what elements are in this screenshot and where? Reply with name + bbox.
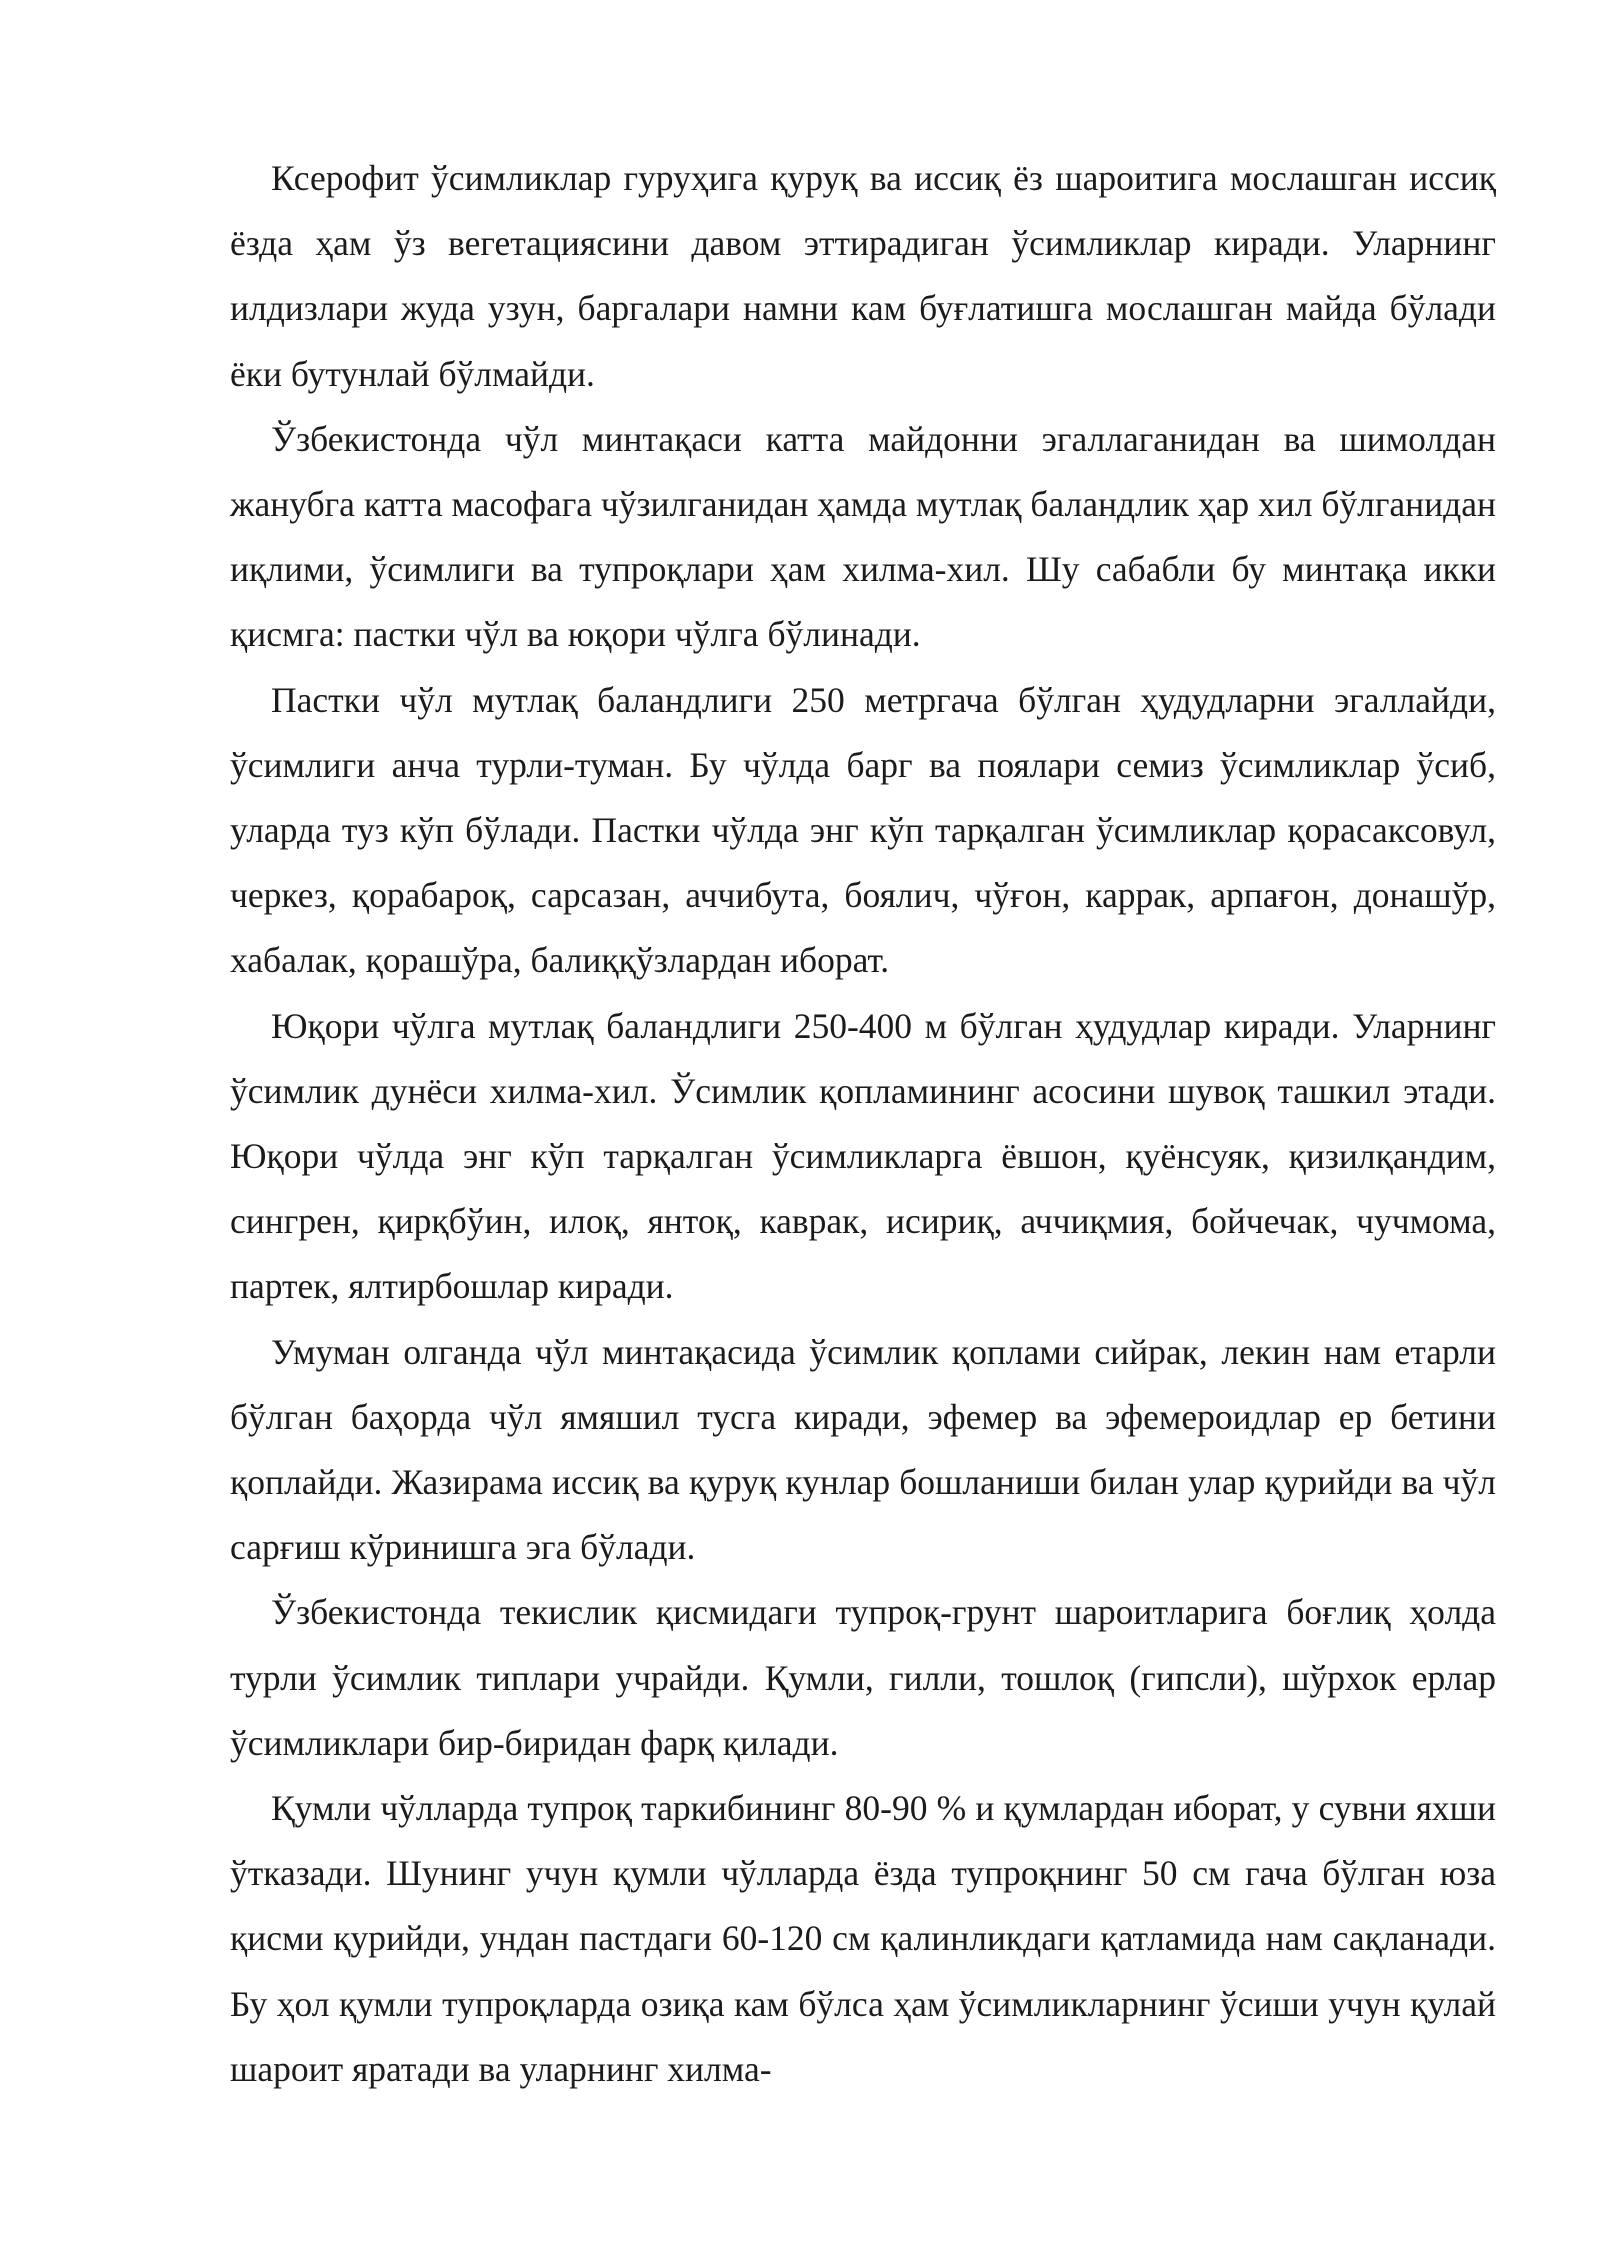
document-body	[230, 146, 1496, 2102]
paragraph-sandy-deserts: Қумли чўлларда тупроқ таркибининг 80-90 % и қумлардан иборат, у сувни яхши ўтказади. Шунинг учун қумли чўлларда ёзда тупроқнинг 50 см гача бўлган юза қисми қурийди, ундан пастдаги 60-120 см қалинликдаги қатламида нам сақланади. Бу ҳол қумли тупроқларда озиқа кам бўлса ҳам ўсимликларнинг ўсиши учун қулай шароит яратади ва уларнинг хилма-	[230, 1788, 1496, 2089]
paragraph-vegetation-cover: Умуман олганда чўл минтақасида ўсимлик қоплами сийрак, лекин нам етарли бўлган баҳорда чўл ямяшил тусга киради, эфемер ва эфемероидлар ер бетини қоплайди. Жазирама иссиқ ва қуруқ кунлар бошланиши билан улар қурийди ва чўл сарғиш кўринишга эга бўлади.	[230, 1331, 1496, 1568]
paragraph-lower-desert: Пастки чўл мутлақ баландлиги 250 метргача бўлган ҳудудларни эгаллайди, ўсимлиги анча турли-туман. Бу чўлда барг ва поялари семиз ўсимликлар ўсиб, уларда туз кўп бўлади. Пастки чўлда энг кўп тарқалган ўсимликлар қорасаксовул, черкез, қорабароқ, сарсазан, аччибута, боялич, чўғон, каррак, арпағон, донашўр, хабалак, қорашўра, балиққўзлардан иборат.	[230, 679, 1496, 981]
paragraph-desert-zone: Ўзбекистонда чўл минтақаси катта майдонни эгаллаганидан ва шимолдан жанубга катта масофага чўзилганидан ҳамда мутлақ баландлик ҳар хил бўлганидан иқлими, ўсимлиги ва тупроқлари ҳам хилма-хил. Шу сабабли бу минтақа икки қисмга: пастки чўл ва юқори чўлга бўлинади.	[230, 418, 1496, 655]
paragraph-upper-desert: Юқори чўлга мутлақ баландлиги 250-400 м бўлган ҳудудлар киради. Уларнинг ўсимлик дунёси хилма-хил. Ўсимлик қопламининг асосини шувоқ ташкил этади. Юқори чўлда энг кўп тарқалган ўсимликларга ёвшон, қуёнсуяк, қизилқандим, сингрен, қирқбўин, илоқ, янтоқ, каврак, исириқ, аччиқмия, бойчечак, чучмома, партек, ялтирбошлар киради.	[230, 1005, 1496, 1307]
paragraph-soil-types: Ўзбекистонда текислик қисмидаги тупроқ-грунт шароитларига боғлиқ ҳолда турли ўсимлик типлари учрайди. Қумли, гилли, тошлоқ (гипсли), шўрхок ерлар ўсимликлари бир-биридан фарқ қилади.	[230, 1592, 1496, 1763]
paragraph-xerophytes: Ксерофит ўсимликлар гуруҳига қуруқ ва иссиқ ёз шароитига мослашган иссиқ ёзда ҳам ўз вегетациясини давом эттирадиган ўсимликлар киради. Уларнинг илдизлари жуда узун, баргалари намни кам буғлатишга мослашган майда бўлади ёки бутунлай бўлмайди.	[230, 158, 1496, 394]
